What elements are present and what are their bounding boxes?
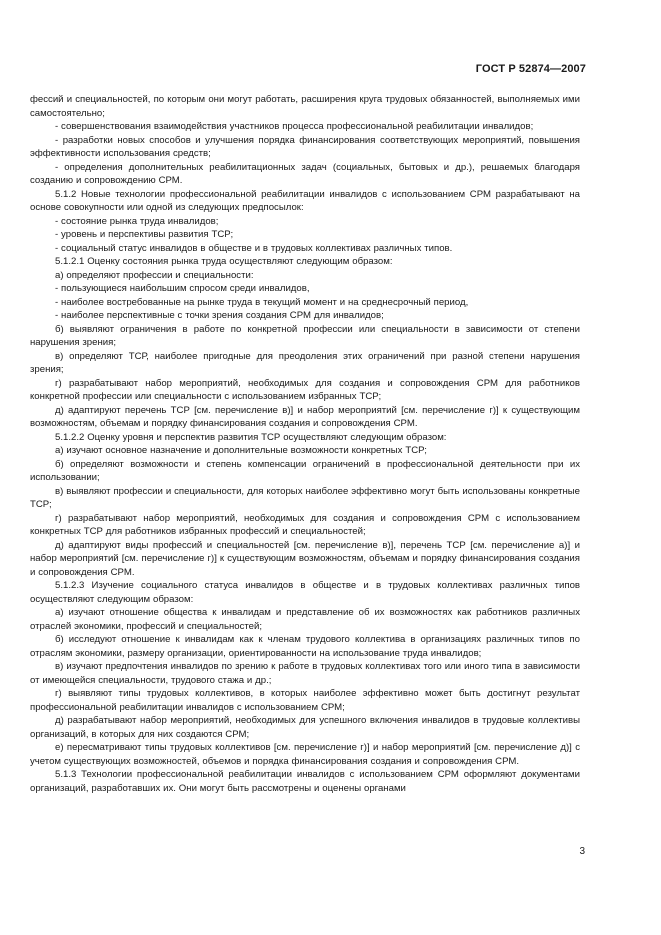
body-paragraph: д) адаптируют перечень ТСР [см. перечисление в)] и набор мероприятий [см. перечисление г)] к существующим возможностям, объемам и порядку финансирования создания и сопровождения СРМ. <box>30 404 580 429</box>
body-paragraph: - совершенствования взаимодействия участников процесса профессиональной реабилитации инвалидов; <box>55 121 534 132</box>
body-paragraph: 5.1.2.2 Оценку уровня и перспектив развития ТСР осуществляют следующим образом: <box>55 431 447 443</box>
body-paragraph: 5.1.2.3 Изучение социального статуса инвалидов в обществе и в трудовых коллективах различных типов осуществляют следующим образом: <box>30 580 580 605</box>
body-paragraph: - наиболее перспективные с точки зрения создания СРМ для инвалидов; <box>55 310 384 321</box>
document-body <box>30 93 580 795</box>
body-paragraph: а) изучают отношение общества к инвалидам и представление об их возможностях как работников различных отраслей экономики, профессий и специальностей; <box>30 607 580 632</box>
body-paragraph: - уровень и перспективы развития ТСР; <box>55 229 234 240</box>
body-paragraph: д) разрабатывают набор мероприятий, необходимых для успешного включения инвалидов в трудовые коллективы организаций, в которых для них создаются СРМ; <box>30 715 580 740</box>
body-paragraph: - социальный статус инвалидов в обществе и в трудовых коллективах различных типов. <box>55 242 453 254</box>
body-paragraph: в) выявляют профессии и специальности, для которых наиболее эффективно могут быть использованы конкретные ТСР; <box>30 485 580 510</box>
body-paragraph: б) исследуют отношение к инвалидам как к членам трудового коллектива в организациях различных типов по отраслям экономики, размеру организации, ориентированности на использование труда инвалидов; <box>30 634 580 659</box>
document-code-header: ГОСТ Р 52874—2007 <box>475 63 586 75</box>
body-paragraph: фессий и специальностей, по которым они могут работать, расширения круга трудовых обязанностей, выполняемых ими самостоятельно; <box>30 94 580 119</box>
body-paragraph: - состояние рынка труда инвалидов; <box>55 215 219 227</box>
body-paragraph: - наиболее востребованные на рынке труда в текущий момент и на среднесрочный период, <box>55 296 469 308</box>
body-paragraph: в) изучают предпочтения инвалидов по зрению к работе в трудовых коллективах того или иного типа в зависимости от имеющейся специальности, трудового стажа и др.; <box>30 661 580 686</box>
page-number: 3 <box>579 846 585 857</box>
body-paragraph: - разработки новых способов и улучшения порядка финансирования соответствующих мероприятий, повышения эффективности использования средств; <box>30 134 580 159</box>
body-paragraph: б) выявляют ограничения в работе по конкретной профессии или специальности в зависимости от степени нарушения зрения; <box>30 323 580 348</box>
body-paragraph: е) пересматривают типы трудовых коллективов [см. перечисление г)] и набор мероприятий [см. перечисление д)] с учетом существующих возможностей, объемов и порядка финансирования создания и сопровождения СРМ. <box>30 742 580 767</box>
body-paragraph: д) адаптируют виды профессий и специальностей [см. перечисление в)], перечень ТСР [см. перечисление а)] и набор мероприятий [см. перечисление г)] к существующим возможностям, объемам и порядку финансирования создания и сопровождения СРМ. <box>30 539 580 578</box>
body-paragraph: 5.1.3 Технологии профессиональной реабилитации инвалидов с использованием СРМ оформляют документами организаций, разработавших их. Они могут быть рассмотрены и оценены органами <box>30 769 580 794</box>
body-paragraph: г) разрабатывают набор мероприятий, необходимых для создания и сопровождения СРМ с использованием конкретных ТСР для работников избранных профессий и специальностей; <box>30 512 580 537</box>
body-paragraph: 5.1.2 Новые технологии профессиональной реабилитации инвалидов с использованием СРМ разрабатывают на основе совокупности или одной из следующих предпосылок: <box>30 188 580 213</box>
body-paragraph: в) определяют ТСР, наиболее пригодные для преодоления этих ограничений при разной степени нарушения зрения; <box>30 350 580 375</box>
body-paragraph: б) определяют возможности и степень компенсации ограничений в профессиональной деятельности при их использовании; <box>30 458 580 483</box>
body-paragraph: - пользующиеся наибольшим спросом среди инвалидов, <box>55 283 310 294</box>
body-paragraph: 5.1.2.1 Оценку состояния рынка труда осуществляют следующим образом: <box>55 256 393 267</box>
body-paragraph: г) выявляют типы трудовых коллективов, в которых наиболее эффективно может быть достигнут результат профессиональной реабилитации инвалидов с использованием СРМ; <box>30 688 580 713</box>
body-paragraph: - определения дополнительных реабилитационных задач (социальных, бытовых и др.), решаемых благодаря созданию и сопровождению СРМ. <box>30 161 580 186</box>
body-paragraph: г) разрабатывают набор мероприятий, необходимых для создания и сопровождения СРМ для работников конкретной профессии или специальности с использованием избранных ТСР; <box>30 377 580 402</box>
body-paragraph: а) определяют профессии и специальности: <box>55 269 254 281</box>
body-paragraph: а) изучают основное назначение и дополнительные возможности конкретных ТСР; <box>55 445 427 456</box>
